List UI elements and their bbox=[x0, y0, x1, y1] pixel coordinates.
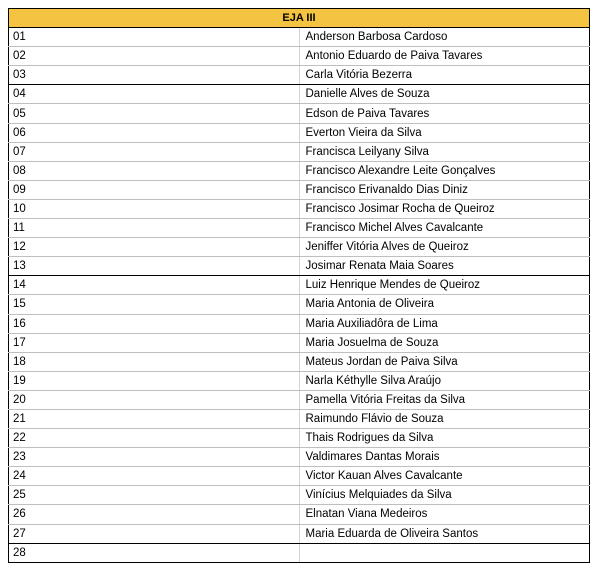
row-number-cell[interactable]: 13 bbox=[9, 257, 300, 276]
student-name-cell[interactable]: Carla Vitória Bezerra bbox=[299, 66, 590, 85]
student-list-table bbox=[8, 8, 590, 563]
table-row[interactable] bbox=[9, 314, 590, 333]
row-number-cell[interactable]: 18 bbox=[9, 352, 300, 371]
row-number-cell[interactable]: 08 bbox=[9, 161, 300, 180]
student-name-cell[interactable]: Josimar Renata Maia Soares bbox=[299, 257, 590, 276]
table-row[interactable] bbox=[9, 180, 590, 199]
student-name-cell[interactable]: Raimundo Flávio de Souza bbox=[299, 409, 590, 428]
table-row[interactable] bbox=[9, 390, 590, 409]
row-number-cell[interactable]: 03 bbox=[9, 66, 300, 85]
row-number-cell[interactable]: 07 bbox=[9, 142, 300, 161]
row-number-cell[interactable]: 22 bbox=[9, 429, 300, 448]
table-row[interactable] bbox=[9, 199, 590, 218]
row-number-cell[interactable]: 23 bbox=[9, 448, 300, 467]
row-number-cell[interactable]: 25 bbox=[9, 486, 300, 505]
student-name-cell[interactable]: Antonio Eduardo de Paiva Tavares bbox=[299, 47, 590, 66]
student-name-cell[interactable]: Victor Kauan Alves Cavalcante bbox=[299, 467, 590, 486]
row-number-cell[interactable]: 26 bbox=[9, 505, 300, 524]
row-number-cell[interactable]: 14 bbox=[9, 276, 300, 295]
row-number-cell[interactable]: 15 bbox=[9, 295, 300, 314]
student-name-cell[interactable]: Anderson Barbosa Cardoso bbox=[299, 28, 590, 47]
student-rows bbox=[9, 28, 590, 563]
student-name-cell[interactable]: Francisco Michel Alves Cavalcante bbox=[299, 219, 590, 238]
table-row[interactable] bbox=[9, 85, 590, 104]
table-row[interactable] bbox=[9, 123, 590, 142]
table-row[interactable] bbox=[9, 219, 590, 238]
row-number-cell[interactable]: 02 bbox=[9, 47, 300, 66]
student-name-cell[interactable]: Maria Antonia de Oliveira bbox=[299, 295, 590, 314]
table-row[interactable] bbox=[9, 543, 590, 562]
row-number-cell[interactable]: 12 bbox=[9, 238, 300, 257]
row-number-cell[interactable]: 21 bbox=[9, 409, 300, 428]
table-row[interactable] bbox=[9, 28, 590, 47]
row-number-cell[interactable]: 19 bbox=[9, 371, 300, 390]
row-number-cell[interactable]: 16 bbox=[9, 314, 300, 333]
table-row[interactable] bbox=[9, 104, 590, 123]
student-name-cell[interactable]: Mateus Jordan de Paiva Silva bbox=[299, 352, 590, 371]
class-title[interactable]: EJA III bbox=[9, 9, 590, 28]
table-row[interactable] bbox=[9, 352, 590, 371]
student-name-cell[interactable]: Valdimares Dantas Morais bbox=[299, 448, 590, 467]
table-row[interactable] bbox=[9, 257, 590, 276]
student-name-cell[interactable]: Maria Auxiliadôra de Lima bbox=[299, 314, 590, 333]
row-number-cell[interactable]: 06 bbox=[9, 123, 300, 142]
table-row[interactable] bbox=[9, 448, 590, 467]
table-row[interactable] bbox=[9, 486, 590, 505]
table-row[interactable] bbox=[9, 161, 590, 180]
student-name-cell[interactable]: Maria Josuelma de Souza bbox=[299, 333, 590, 352]
student-name-cell[interactable]: Francisco Josimar Rocha de Queiroz bbox=[299, 199, 590, 218]
table-row[interactable] bbox=[9, 429, 590, 448]
student-name-cell[interactable]: Luiz Henrique Mendes de Queiroz bbox=[299, 276, 590, 295]
row-number-cell[interactable]: 28 bbox=[9, 543, 300, 562]
row-number-cell[interactable]: 27 bbox=[9, 524, 300, 543]
student-name-cell[interactable]: Jeniffer Vitória Alves de Queiroz bbox=[299, 238, 590, 257]
student-name-cell[interactable]: Francisco Erivanaldo Dias Diniz bbox=[299, 180, 590, 199]
table-row[interactable] bbox=[9, 371, 590, 390]
table-row[interactable] bbox=[9, 409, 590, 428]
row-number-cell[interactable]: 05 bbox=[9, 104, 300, 123]
table-row[interactable] bbox=[9, 505, 590, 524]
row-number-cell[interactable]: 01 bbox=[9, 28, 300, 47]
table-row[interactable] bbox=[9, 333, 590, 352]
row-number-cell[interactable]: 04 bbox=[9, 85, 300, 104]
student-name-cell[interactable]: Maria Eduarda de Oliveira Santos bbox=[299, 524, 590, 543]
row-number-cell[interactable]: 10 bbox=[9, 199, 300, 218]
student-name-cell[interactable]: Elnatan Viana Medeiros bbox=[299, 505, 590, 524]
row-number-cell[interactable]: 20 bbox=[9, 390, 300, 409]
student-name-cell[interactable]: Danielle Alves de Souza bbox=[299, 85, 590, 104]
student-name-cell[interactable]: Francisca Leilyany Silva bbox=[299, 142, 590, 161]
student-name-cell[interactable]: Edson de Paiva Tavares bbox=[299, 104, 590, 123]
row-number-cell[interactable]: 11 bbox=[9, 219, 300, 238]
row-number-cell[interactable]: 09 bbox=[9, 180, 300, 199]
student-name-cell[interactable] bbox=[299, 543, 590, 562]
student-name-cell[interactable]: Pamella Vitória Freitas da Silva bbox=[299, 390, 590, 409]
table-row[interactable] bbox=[9, 295, 590, 314]
student-name-cell[interactable]: Thais Rodrigues da Silva bbox=[299, 429, 590, 448]
table-row[interactable] bbox=[9, 524, 590, 543]
student-name-cell[interactable]: Narla Kéthylle Silva Araújo bbox=[299, 371, 590, 390]
row-number-cell[interactable]: 17 bbox=[9, 333, 300, 352]
table-row[interactable] bbox=[9, 276, 590, 295]
student-name-cell[interactable]: Vinícius Melquiades da Silva bbox=[299, 486, 590, 505]
table-row[interactable] bbox=[9, 142, 590, 161]
table-row[interactable] bbox=[9, 66, 590, 85]
student-name-cell[interactable]: Everton Vieira da Silva bbox=[299, 123, 590, 142]
table-row[interactable] bbox=[9, 467, 590, 486]
table-row[interactable] bbox=[9, 238, 590, 257]
table-row[interactable] bbox=[9, 47, 590, 66]
row-number-cell[interactable]: 24 bbox=[9, 467, 300, 486]
student-name-cell[interactable]: Francisco Alexandre Leite Gonçalves bbox=[299, 161, 590, 180]
header-row bbox=[9, 9, 590, 28]
